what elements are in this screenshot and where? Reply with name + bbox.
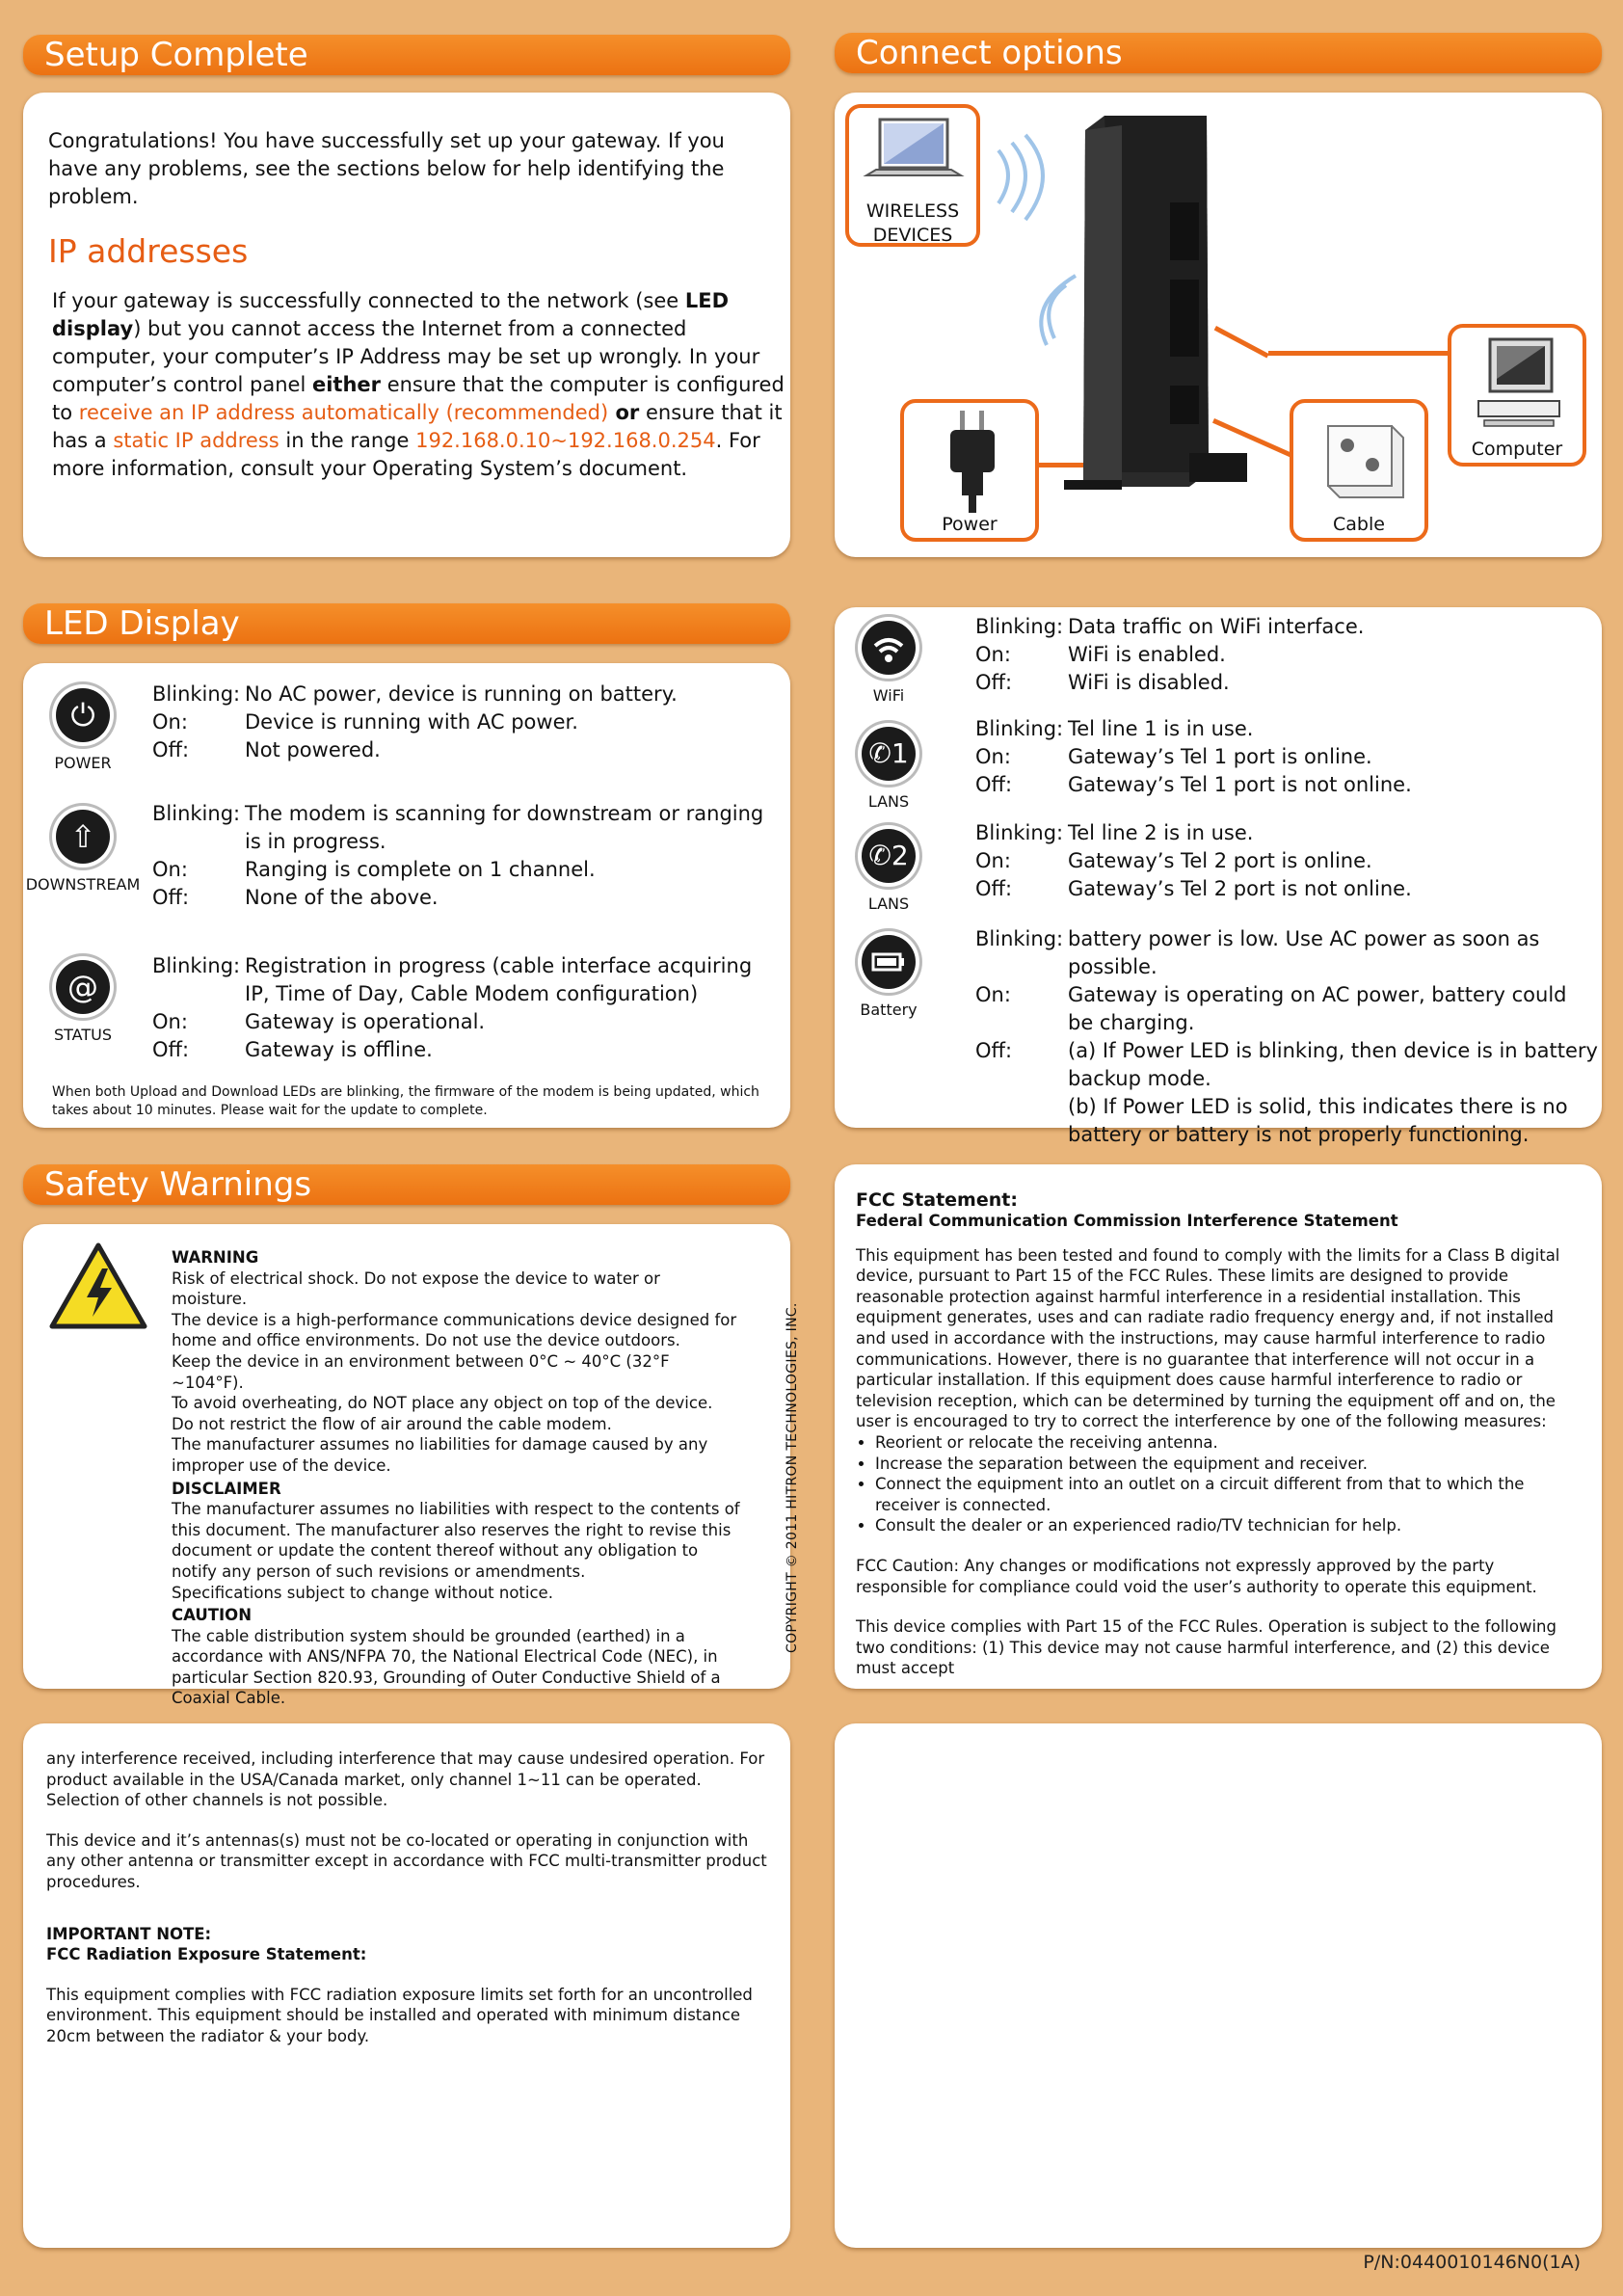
warning-line: Keep the device in an environment between 0°C ~ 40°C (32°F ~104°F). — [172, 1351, 670, 1392]
lans1-led-label: LANS — [867, 792, 910, 811]
fcc-paragraph-2: This device complies with Part 15 of the FCC Rules. Operation is subject to the following two conditions: (1) This device may not cause harmful interference, and (2) this device must accept — [856, 1617, 1556, 1678]
tel2-led-icon: ✆2 — [858, 825, 919, 887]
caution-heading: CAUTION — [172, 1606, 252, 1625]
wireless-devices-callout — [845, 104, 980, 247]
connect-options-header — [835, 33, 1602, 73]
led-row: On: Gateway is operating on AC power, battery could be charging. — [975, 983, 1567, 1034]
lans1-led-states — [975, 715, 1592, 799]
lans2-led-label: LANS — [867, 894, 910, 913]
battery-led-states — [975, 925, 1598, 1149]
led-row: On: Ranging is complete on 1 channel. — [152, 858, 596, 881]
battery-led-label: Battery — [860, 1001, 918, 1019]
wifi-led-label: WiFi — [872, 686, 905, 705]
fcc-paragraph-1: This equipment has been tested and found to comply with the limits for a Class B digital device, pursuant to Part 15 of the FCC Rules. These limits are designed to provide reasonable protection against harmful interference in a residential installation. This equipment generates, uses and can radiate radio frequency energy and, if not installed and used in accordance with the instructions, may cause harmful interference to radio communications. However, there is no guarantee that interference will not occur in a particular installation. If this equipment does cause harmful interference to radio or television reception, which can be determined by turning the equipment off and on, the user is encouraged to try to correct the interference by one of the following measures: — [856, 1245, 1560, 1431]
led-row: (b) If Power LED is solid, this indicates there is no battery or battery is not properly functioning. — [1068, 1095, 1568, 1146]
led-row: On: Gateway’s Tel 1 port is online. — [975, 745, 1372, 768]
fcc-continued-2: This device and it’s antennas(s) must not be co-located or operating in conjunction with any other antenna or transmitter except in accordance with FCC multi-transmitter product procedures. — [46, 1830, 767, 1891]
ip-text-4: ensure that it has a — [52, 401, 783, 452]
warning-line: The manufacturer assumes no liabilities for damage caused by any improper use of the device. — [172, 1435, 708, 1475]
led-display-panel-right — [835, 607, 1602, 1146]
ip-addresses-title: IP addresses — [48, 232, 249, 270]
setup-complete-title: Setup Complete — [44, 36, 308, 74]
list-item: • Consult the dealer or an experienced radio/TV technician for help. — [875, 1515, 1581, 1536]
led-row: Off: Gateway’s Tel 2 port is not online. — [975, 877, 1412, 900]
status-led-icon: @ — [52, 956, 114, 1018]
led-display-header — [23, 603, 790, 644]
disclaimer-heading: DISCLAIMER — [172, 1479, 281, 1498]
led-row: On: Gateway is operational. — [152, 1010, 486, 1033]
led-row: Off: None of the above. — [152, 886, 439, 909]
fcc-caution: FCC Caution: Any changes or modifications not expressly approved by the party responsible for compliance could void the user’s authority to operate this equipment. — [856, 1556, 1537, 1596]
laptop-icon — [863, 116, 965, 193]
led-row: Off: (a) If Power LED is blinking, then device is in battery backup mode. — [975, 1039, 1598, 1090]
cable-callout — [1290, 399, 1428, 542]
led-row: Blinking: Data traffic on WiFi interface. — [975, 615, 1365, 638]
warning-line: To avoid overheating, do NOT place any object on top of the device. — [172, 1394, 713, 1413]
lans2-led-states — [975, 819, 1592, 903]
ip-text-5: in the range — [279, 429, 416, 452]
devices-label: DEVICES — [872, 225, 953, 246]
battery-led-icon — [858, 931, 919, 993]
warning-line: The device is a high-performance communications device designed for home and office environments. Do not use the device outdoors. — [172, 1310, 737, 1350]
computer-callout — [1448, 324, 1586, 467]
warning-line: Risk of electrical shock. Do not expose the device to water or moisture. — [172, 1268, 660, 1309]
led-row: Off: Not powered. — [152, 738, 381, 761]
led-row: Blinking: The modem is scanning for downstream or ranging is in progress. — [152, 802, 764, 853]
safety-warnings-header — [23, 1164, 790, 1205]
connect-options-panel — [835, 93, 1602, 557]
fcc-subtitle: Federal Communication Commission Interference Statement — [856, 1212, 1398, 1230]
led-row: Blinking: battery power is low. Use AC power as soon as possible. — [975, 927, 1540, 978]
ip-range: 192.168.0.10~192.168.0.254 — [415, 429, 716, 452]
connect-options-title: Connect options — [856, 34, 1123, 72]
led-row: Off: Gateway’s Tel 1 port is not online. — [975, 773, 1412, 796]
wifi-led-states — [975, 613, 1592, 697]
blank-panel — [835, 1723, 1602, 2248]
disclaimer-line: The manufacturer assumes no liabilities with respect to the contents of this document. The manufacturer also reserves the right to revise this document or update the content thereof without any obligation to notify any person of such revisions or amendments. — [172, 1500, 740, 1581]
list-item: • Increase the separation between the equipment and receiver. — [875, 1454, 1581, 1475]
setup-intro-text: Congratulations! You have successfully set up your gateway. If you have any problems, see the sections below for help identifying the problem. — [48, 129, 725, 208]
electrical-hazard-icon — [48, 1241, 148, 1330]
led-row: Blinking: No AC power, device is running on battery. — [152, 682, 678, 706]
fcc-continued-panel — [23, 1723, 790, 2248]
computer-icon — [1471, 335, 1567, 432]
disclaimer-line: Specifications subject to change without notice. — [172, 1583, 553, 1602]
ip-text-1: If your gateway is successfully connected to the network (see — [52, 289, 685, 312]
power-led-label: POWER — [54, 754, 112, 772]
cable-outlet-icon — [1315, 416, 1411, 503]
fcc-measures-list — [856, 1432, 1581, 1536]
ip-addresses-text — [52, 287, 794, 483]
ip-static-option: static IP address — [113, 429, 279, 452]
setup-complete-header — [23, 35, 790, 75]
list-item: • Reorient or relocate the receiving antenna. — [875, 1432, 1581, 1454]
led-display-title: LED Display — [44, 604, 240, 643]
led-row: Off: WiFi is disabled. — [975, 671, 1230, 694]
led-row: On: Gateway’s Tel 2 port is online. — [975, 849, 1372, 872]
ip-text-6: . For more information, consult your Operating System’s document. — [52, 429, 760, 480]
tel1-led-icon: ✆1 — [858, 723, 919, 785]
ip-text-2: ) but you cannot access the Internet from a connected computer, your computer’s IP Address may be set up wrongly. In your computer’s control panel — [52, 317, 760, 396]
downstream-led-label: DOWNSTREAM — [25, 875, 141, 894]
warning-heading: WARNING — [172, 1248, 259, 1267]
ip-or: or — [608, 401, 640, 424]
radiation-text: This equipment complies with FCC radiation exposure limits set forth for an uncontrolled environment. This equipment should be installed and operated with minimum distance 20cm between the radiator & your body. — [46, 1985, 753, 2045]
important-note-heading: IMPORTANT NOTE: — [46, 1924, 212, 1943]
ip-auto-option: receive an IP address automatically (recommended) — [78, 401, 609, 424]
ip-either: either — [311, 373, 382, 396]
fcc-title: FCC Statement: — [856, 1189, 1018, 1211]
caution-line: The cable distribution system should be grounded (earthed) in a accordance with ANS/NFPA 70, the National Electrical Code (NEC), in particular Section 820.93, Grounding of Outer Conductive Shield of a Coaxial Cable. — [172, 1626, 721, 1708]
downstream-led-icon: ⇧ — [52, 806, 114, 868]
led-row: Blinking: Registration in progress (cable interface acquiring IP, Time of Day, Cable Modem configuration) — [152, 954, 753, 1005]
safety-warnings-panel — [23, 1224, 800, 1708]
ip-text-3: ensure that the computer is configured to — [52, 373, 785, 424]
power-plug-icon — [943, 409, 1004, 513]
warning-line: Do not restrict the flow of air around the cable modem. — [172, 1414, 612, 1433]
radiation-heading: FCC Radiation Exposure Statement: — [46, 1945, 367, 1964]
wifi-led-icon — [858, 617, 919, 679]
fcc-statement-panel — [835, 1164, 1602, 1689]
cable-label: Cable — [1333, 514, 1385, 535]
status-led-label: STATUS — [53, 1026, 113, 1044]
ip-led-display-ref: LED display — [52, 289, 730, 340]
copyright-notice: COPYRIGHT © 2011 HITRON TECHNOLOGIES, INC. — [785, 1302, 800, 1653]
led-row: Blinking: Tel line 1 is in use. — [975, 717, 1254, 740]
led-display-panel-left — [23, 663, 790, 1128]
setup-complete-panel — [23, 93, 790, 557]
safety-warnings-title: Safety Warnings — [44, 1165, 312, 1204]
part-number: P/N:0440010146N0(1A) — [1363, 2252, 1581, 2273]
led-row: On: WiFi is enabled. — [975, 643, 1226, 666]
list-item: • Connect the equipment into an outlet on a circuit different from that to which the receiver is connected. — [875, 1474, 1581, 1515]
led-firmware-note: When both Upload and Download LEDs are blinking, the firmware of the modem is being updated, which takes about 10 minutes. Please wait for the update to complete. — [52, 1084, 759, 1118]
led-row: Blinking: Tel line 2 is in use. — [975, 821, 1254, 844]
power-led-states — [152, 681, 769, 764]
wifi-icon — [862, 621, 916, 675]
status-led-states — [152, 952, 769, 1064]
computer-label: Computer — [1471, 439, 1563, 460]
fcc-continued-1: any interference received, including interference that may cause undesired operation. For product available in the USA/Canada market, only channel 1~11 can be operated. Selection of other channels is not possible. — [46, 1749, 765, 1810]
led-row: On: Device is running with AC power. — [152, 710, 578, 734]
downstream-led-states — [152, 800, 769, 912]
safety-text — [172, 1247, 740, 1709]
power-label: Power — [942, 514, 998, 535]
power-callout — [900, 399, 1039, 542]
gateway-device-image — [1064, 106, 1257, 492]
wireless-label: WIRELESS — [865, 200, 960, 222]
battery-icon — [862, 935, 916, 989]
led-row: Off: Gateway is offline. — [152, 1038, 433, 1061]
power-led-icon: ⏻ — [52, 684, 114, 746]
